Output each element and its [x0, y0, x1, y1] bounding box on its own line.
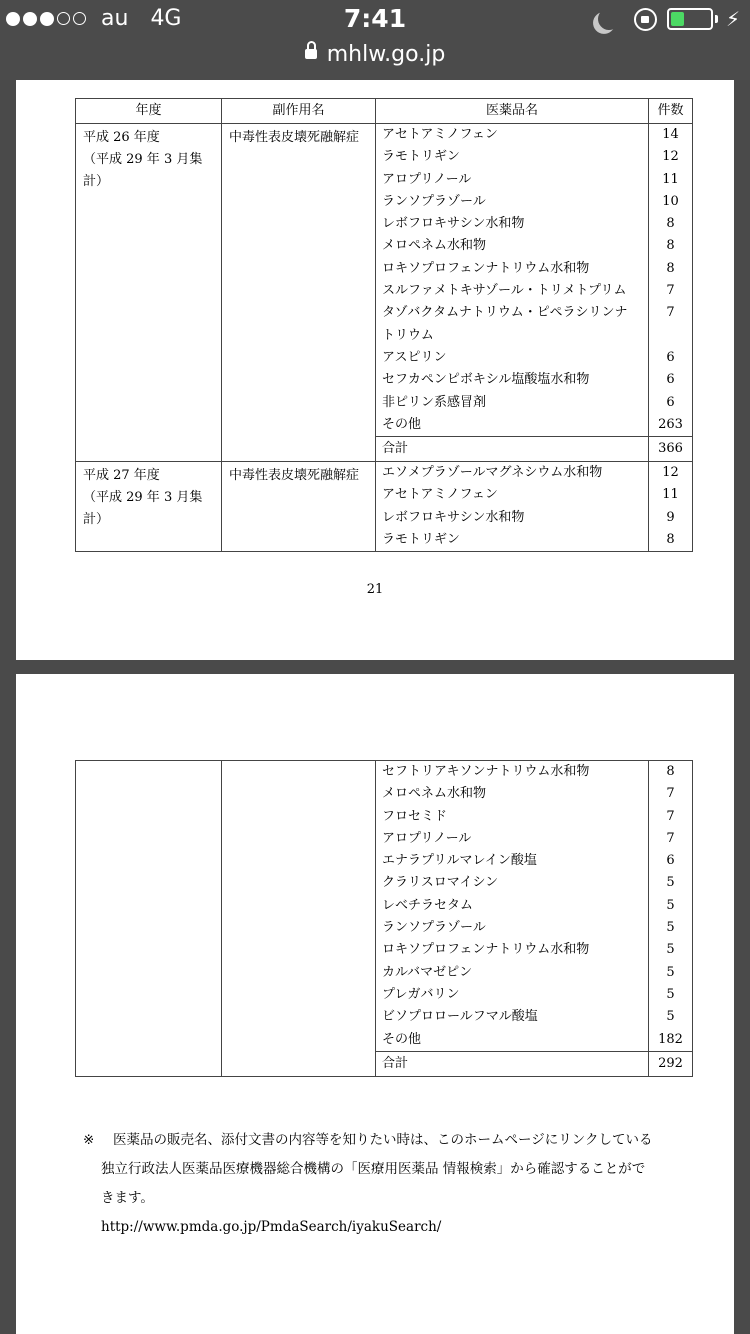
year-cell [76, 462, 222, 552]
drug-count: 6 [666, 349, 675, 365]
drug-name-continued: トリウム [382, 327, 434, 343]
drug-count: 8 [666, 764, 675, 779]
lock-icon [305, 49, 317, 59]
total-value: 366 [649, 437, 693, 462]
drug-name: アロプリノール [382, 171, 472, 187]
count-list-cell [649, 462, 693, 552]
drug-count: 11 [662, 171, 679, 187]
year-label: 平成 27 年度 [83, 468, 160, 484]
document-page-21 [16, 80, 734, 660]
header-effect: 副作用名 [222, 99, 376, 124]
drug-count: 7 [666, 305, 675, 321]
drug-count: 10 [662, 193, 679, 209]
status-icons [598, 7, 740, 31]
drug-count: 7 [666, 830, 675, 846]
drug-name: アロプリノール [382, 830, 472, 846]
drug-name: ロキソプロフェンナトリウム水和物 [382, 942, 590, 958]
drug-name: アスピリン [382, 349, 447, 365]
effect-cell-empty [222, 761, 376, 1077]
drug-name: エナラプリルマレイン酸塩 [382, 853, 537, 869]
page-number: 21 [366, 582, 384, 597]
drug-name: エソメプラゾールマグネシウム水和物 [382, 465, 603, 481]
effect-cell: 中毒性表皮壊死融解症 [222, 462, 376, 552]
drug-name: アセトアミノフェン [382, 487, 498, 503]
drug-name: レベチラセタム [382, 897, 474, 913]
battery-icon [667, 8, 713, 30]
drug-count: 5 [666, 897, 675, 913]
drug-count: 9 [666, 509, 675, 525]
drug-name: 非ピリン系感冒剤 [382, 394, 487, 410]
battery-level [671, 12, 684, 26]
clock: 7:41 [343, 4, 407, 33]
drug-name: ビソプロロールフマル酸塩 [382, 1009, 538, 1025]
drug-count: 8 [666, 532, 675, 548]
year-cell-empty [76, 761, 222, 1077]
drug-name: クラリスロマイシン [382, 875, 499, 891]
drug-count: 182 [658, 1031, 683, 1047]
drug-name: メロペネム水和物 [382, 238, 487, 254]
drug-count: 12 [662, 465, 679, 481]
table-row-group [76, 124, 693, 437]
drug-list-cell [376, 124, 649, 437]
drug-count: 8 [666, 260, 675, 276]
drug-count: 6 [666, 853, 675, 869]
drug-name: ランソプラゾール [382, 920, 486, 936]
drug-count-blank [649, 325, 692, 347]
drug-count: 8 [666, 238, 675, 254]
url-text: mhlw.go.jp [326, 42, 446, 67]
drug-list-cell [376, 761, 649, 1052]
header-count: 件数 [649, 99, 693, 124]
carrier-name: au [101, 6, 129, 31]
drug-name: メロペネム水和物 [382, 786, 487, 802]
drug-name: アセトアミノフェン [382, 127, 498, 142]
year-label: 平成 26 年度 [83, 130, 160, 145]
drug-name: ラモトリギン [382, 532, 460, 548]
drug-count: 8 [666, 216, 675, 232]
drug-count: 7 [666, 283, 675, 299]
drug-name: フロセミド [382, 808, 448, 824]
header-year: 年度 [76, 99, 222, 124]
rotation-lock-icon [634, 8, 657, 31]
drug-count: 5 [666, 920, 675, 936]
drug-count: 5 [666, 875, 675, 891]
drug-name: カルバマゼピン [382, 964, 473, 980]
year-note: （平成 29 年 3 月集計） [83, 152, 203, 189]
document-page-22 [16, 674, 734, 1334]
drug-count: 11 [662, 487, 679, 503]
drug-count: 263 [658, 416, 683, 432]
drug-name: その他 [382, 1031, 422, 1047]
url-bar[interactable] [0, 42, 750, 67]
drug-count: 5 [666, 1009, 675, 1025]
drug-count: 6 [666, 394, 675, 410]
total-label: 合計 [376, 1051, 649, 1076]
drug-count: 12 [662, 149, 679, 165]
drug-name: セフトリアキソンナトリウム水和物 [382, 764, 590, 779]
drug-name: セフカペンピボキシル塩酸塩水和物 [382, 372, 590, 388]
drug-count: 6 [666, 372, 675, 388]
table-header-row [76, 99, 693, 124]
drug-name: ロキソプロフェンナトリウム水和物 [382, 260, 590, 276]
table-row-group [76, 761, 693, 1052]
header-drug: 医薬品名 [376, 99, 649, 124]
footnote [83, 1126, 653, 1242]
effect-cell: 中毒性表皮壊死融解症 [222, 124, 376, 462]
drug-name: ラモトリギン [382, 149, 460, 165]
year-note: （平成 29 年 3 月集計） [83, 490, 203, 528]
drug-name: レボフロキサシン水和物 [382, 216, 525, 232]
network-type: 4G [150, 6, 182, 31]
status-bar [0, 0, 750, 80]
drug-count: 5 [666, 942, 675, 958]
table-row-group [76, 462, 693, 552]
count-list-cell [649, 761, 693, 1052]
charging-bolt-icon: ⚡ [725, 7, 740, 31]
total-value: 292 [649, 1051, 693, 1076]
footnote-line: きます。 [101, 1190, 154, 1206]
drug-name: その他 [382, 416, 422, 432]
drug-count: 14 [662, 127, 679, 142]
adverse-reaction-table [75, 98, 693, 552]
drug-name: タゾバクタムナトリウム・ピペラシリンナ [382, 305, 628, 321]
drug-count: 7 [666, 808, 675, 824]
drug-count: 5 [666, 986, 675, 1002]
footnote-line: 医薬品の販売名、添付文書の内容等を知りたい時は、このホームページにリンクしている [113, 1132, 653, 1148]
battery-tip [715, 15, 718, 23]
count-list-cell [649, 124, 693, 437]
do-not-disturb-moon-icon [595, 5, 623, 33]
footnote-line: 独立行政法人医薬品医療機器総合機構の「医療用医薬品 情報検索」から確認することがで [101, 1161, 646, 1177]
drug-count: 7 [666, 786, 675, 802]
year-cell [76, 124, 222, 462]
reference-mark: ※ [83, 1132, 95, 1148]
adverse-reaction-table-continued [75, 760, 693, 1077]
drug-name: ランソプラゾール [382, 193, 486, 209]
total-label: 合計 [376, 437, 649, 462]
drug-name: レボフロキサシン水和物 [382, 509, 525, 525]
pmda-search-link[interactable]: http://www.pmda.go.jp/PmdaSearch/iyakuSearch/ [101, 1219, 442, 1235]
drug-name: プレガバリン [382, 986, 460, 1002]
drug-name: スルファメトキサゾール・トリメトプリム [382, 283, 627, 299]
drug-list-cell [376, 462, 649, 552]
drug-count: 5 [666, 964, 675, 980]
